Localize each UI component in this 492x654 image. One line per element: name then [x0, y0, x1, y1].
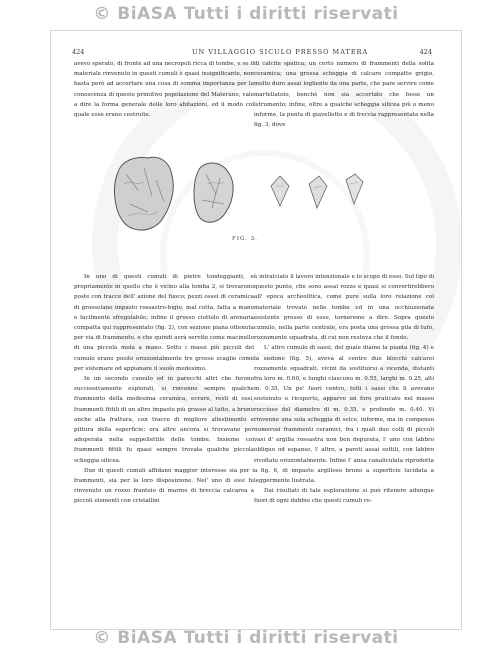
figure-caption: FIG. 3. [232, 236, 258, 242]
bottom-left-paragraph-3: Due di questi cumuli affidano maggior interesse sia per i frammenti, sia per la loro disposizione. Nel' uno di essi fu rinvenuto un rozzo frantoio di marmo di breccia calcarea a piccoli elementi con cristallini [74, 467, 254, 505]
top-left-column [74, 59, 254, 120]
bottom-left-paragraph-2: In un secondo cumulo ed in parecchi altri che furono successivamente esplorati, si rinvenne sempre qualche frammento della medesima ceramica, ecrure, resti di ossi, frammenti fittili di un altro impasto più grasso al tatto, a bruno anche alla frattura, con tracce di migliore allestimento e pittura della superficie; ora altre ancora si trovavano per adoperata nella suppellettile delle tombe. Insieme coi frammenti fittili fu quasi sempre trovata qualche piccola scheggia silicea. [74, 376, 254, 464]
bottom-right-column [254, 272, 434, 507]
page-number-right: 424 [419, 48, 432, 56]
bottom-left-paragraph-1: In uno di questi cumuli di pietre tondeggianti, e propriamente in quello che è vicino alla tomba 2, si trovarono poste con tracce dell' azione del fuoco; pezzi ossei di ceramica di grossolano impasto rossastro-bigio, mal cotta, fatta a mano e facilmente sfregolabile; infine il grosso ciottolo di arenaria compatta qui rappresentato (fig. 2), con sezione piana ottenuta per via di frammento, e che quindi avrà servito come macinello di una piccola mola a mano. Sotto i massi più piccoli del cumulo erano posite orizzontalmente tre grosse scaglie come per sistemare od appianare il suolo medesimo. [74, 274, 254, 372]
arrowhead-1 [271, 176, 289, 206]
top-left-paragraph: avevo sperato, di fronte ad una necropoli ricca di tombe, e se il materiale rinvenuto in questi cumuli è quasi insignificante, non basta però ad accertare una cosa di somma importanza per la conoscenza di questo primitivo popolazione del Materano, vale a dire la forma generale delle loro abitazioni, ed il modo col quale esse erano costruite. [74, 61, 254, 119]
top-right-column [254, 59, 434, 130]
watermark-top: © BiASA Tutti i diritti riservati [93, 4, 399, 24]
watermark-bottom: © BiASA Tutti i diritti riservati [93, 628, 399, 648]
arrowhead-3 [346, 174, 363, 204]
flint-flake-medium [194, 163, 233, 222]
bottom-right-paragraph-3: Dai risultati di tale esplorazione si può ritenere adunque fuori di ogni dubbio che questi cumuli ro- [254, 488, 434, 505]
stone-tools-figure [108, 150, 408, 245]
bottom-left-column [74, 272, 254, 507]
page-number-left: 424 [72, 48, 85, 56]
bottom-right-paragraph-1: è intralciato il lavoro intenzionale e lo scopo di esso. Sul tipo di questo punto, che sono assai rozzo e quasi si convertirebbero all' epoca archeolitica, come pure sulla loro relazione col materiale trovato nelle tombe ed in una occhiuzionata esistente presso di esse, torneremo a dire. Sopra questo cumulo, nella parte centrale, era posta una grossa pila di tufo, rozzamente squadrata, di cui non resteva che il fondo. [254, 274, 434, 342]
running-title: UN VILLAGGIO SICULO PRESSO MATERA [192, 48, 369, 56]
bottom-right-paragraph-2: L' altro cumulo di sassi, del quale diamo la pianta (fig. 4) e la sezione (fig. 5), aveva al centro due blocchi calcarei rozzamente squadrati, vicini da sostituirsi a vicenda, distanti fra loro m. 0.60, e lunghi ciascuno m. 0.55, larghi m. 0.25, alti m. 0.35. Un po' fuori centro, tolti i sassi che li avevano sostenuto e ricoperto, apparve un foro praticato nel masso roccioso del diametro di m. 0.35, e profondo m. 0.40. Vi rinvenne una sola scheggia di selce, informe, ma in compenso numerosi frammenti ceramici, fra i quali due colli di piccoli vasi d' argilla rossastra non ben depurata, l' uno con labbro obliquo od espanso, l' altro, a pareti assai sottili, con labbro rivoltato orizzontalmente. Infine l' ansa canaliculata riprodotta a fig. 6, di impasto argilloso bruno a superficie lucidata a leggermente lustrata. [254, 345, 434, 485]
top-right-paragraph: di calcite spatica; un certo numero di frammenti della solita ceramica; una grossa scheggia di calcare compatto grigio, molto duro assai logliente da una parte, che pare servire come martellatoio, benchè non sia accertato che fosse un istrumento; infine, oltre a qualche scheggia silicea più o meno informe, la punta di giavellotto e di freccia rappresentata nella fig. 3, dove [254, 61, 434, 129]
arrowhead-2 [309, 176, 327, 208]
